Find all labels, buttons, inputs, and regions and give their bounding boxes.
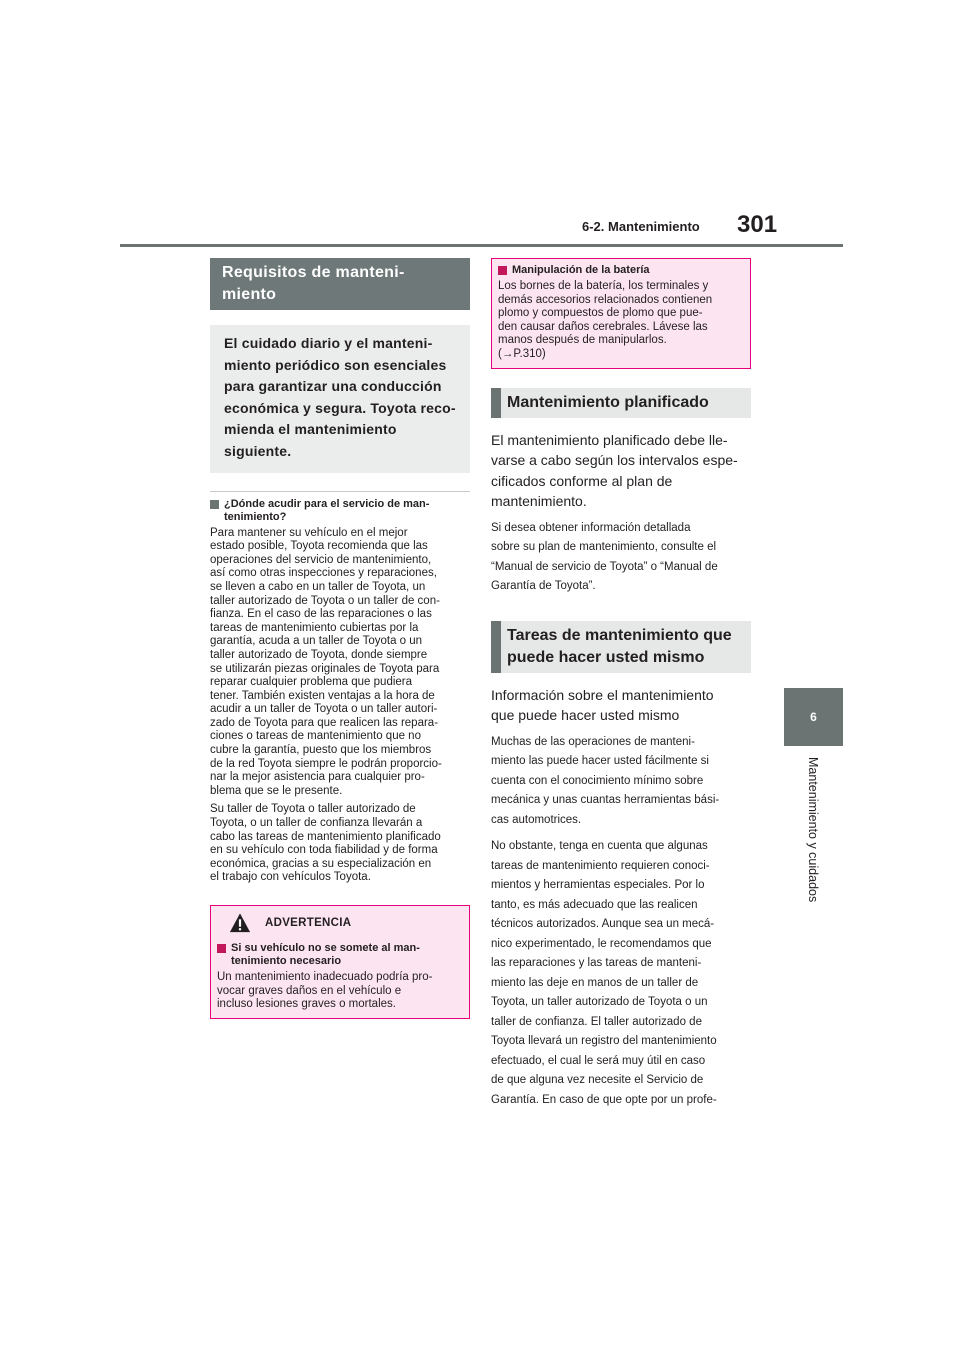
text-line: operaciones del servicio de mantenimiento, (210, 553, 432, 566)
text-line: miento las deje en manos de un taller de (491, 976, 699, 989)
diy-intro (491, 685, 751, 726)
warning-header (211, 906, 469, 940)
question-line: tenimiento? (224, 510, 287, 523)
text-line: de la red Toyota siempre le podrán proporcio- (210, 757, 442, 770)
text-line: taller autorizado de Toyota, donde siempre (210, 648, 428, 661)
text-line: mantenimiento. (491, 493, 587, 510)
diy-paragraph-2 (491, 837, 751, 1110)
battery-title (498, 264, 744, 277)
text-line: Su taller de Toyota o taller autorizado de (210, 803, 416, 816)
text-line: cuenta con el conocimiento mínimo sobre (491, 774, 704, 787)
text-line: manos después de manipularlos. (498, 334, 667, 347)
left-column (210, 258, 470, 1019)
warning-triangle-icon (229, 912, 251, 934)
chapter-label: Mantenimiento y cuidados (806, 757, 820, 903)
text-line: reparar cualquier problema que pudiera (210, 676, 413, 689)
square-bullet-icon (217, 944, 226, 953)
lead-line: miento periódico son esenciales (224, 356, 447, 373)
text-line: mecánica y unas cuantas herramientas bási- (491, 794, 720, 807)
text-line: efectuado, el cual le será muy útil en caso (491, 1054, 706, 1067)
warning-body (211, 940, 469, 1018)
text-line: taller autorizado de Toyota o un taller de con- (210, 594, 440, 607)
text-line: “Manual de servicio de Toyota” o “Manual de (491, 560, 718, 573)
text-line: Para mantener su vehículo en el mejor (210, 526, 408, 539)
text-line: mientos y herramientas especiales. Por lo (491, 879, 705, 892)
section-heading-planificado: Mantenimiento planificado (491, 388, 751, 418)
text-line: acudir a un taller de Toyota o un taller autori- (210, 703, 438, 716)
text-line: se utilizarán piezas originales de Toyota para (210, 662, 440, 675)
text-line: zado de Toyota para que realicen las repara- (210, 716, 439, 729)
text-line: den causar daños cerebrales. Lávese las (498, 320, 708, 333)
divider (210, 491, 470, 492)
question-heading (210, 498, 470, 524)
battery-warning-box (491, 258, 751, 369)
text-line: el trabajo con vehículos Toyota. (210, 871, 371, 884)
text-line: tanto, es más adecuado que las realicen (491, 898, 698, 911)
heading-line: miento (222, 286, 277, 303)
text-line: No obstante, tenga en cuenta que algunas (491, 840, 708, 853)
planned-body (491, 519, 751, 597)
chapter-tab: 6 (784, 688, 843, 746)
text-line: Toyota, un taller autorizado de Toyota o un (491, 996, 708, 1009)
section-heading-requisitos (210, 258, 470, 310)
page-reference: (→P.310) (498, 347, 546, 360)
text-line: Toyota, o un taller de confianza llevarán a (210, 817, 423, 830)
text-line: las reparaciones y las tareas de manteni- (491, 957, 702, 970)
section-heading-tareas (491, 621, 751, 673)
text-line: Si desea obtener información detallada (491, 521, 691, 534)
text-line: cificados conforme al plan de (491, 472, 673, 489)
text-line: se lleven a cabo en un taller de Toyota, un (210, 580, 426, 593)
header-divider (120, 244, 843, 247)
text-line: Información sobre el mantenimiento (491, 686, 714, 703)
text-line: fianza. En el caso de las reparaciones o las (210, 608, 432, 621)
text-line: sobre su plan de mantenimiento, consulte el (491, 541, 717, 554)
text-line: en su vehículo con toda fiabilidad y de forma (210, 844, 438, 857)
text-line: nico experimentado, le recomendamos que (491, 937, 712, 950)
text-line: plomo y compuestos de plomo que pue- (498, 307, 703, 320)
answer-paragraph-1 (210, 527, 470, 799)
lead-line: para garantizar una conducción (224, 378, 442, 395)
text-line: tareas de mantenimiento cubiertas por la (210, 621, 419, 634)
text-line: cabo las tareas de mantenimiento planificado (210, 830, 441, 843)
square-bullet-icon (210, 500, 219, 509)
warning-title (217, 942, 463, 968)
square-bullet-icon (498, 266, 507, 275)
heading-line: puede hacer usted mismo (507, 648, 705, 666)
text-line: Un mantenimiento inadecuado podría pro- (217, 971, 433, 983)
battery-text (498, 280, 744, 362)
lead-line: siguiente. (224, 442, 292, 459)
text-line: que puede hacer usted mismo (491, 707, 680, 724)
text-line: demás accesorios relacionados contienen (498, 293, 713, 306)
lead-line: mienda el mantenimiento (224, 421, 397, 438)
text-line: así como otras inspecciones y reparaciones, (210, 567, 437, 580)
text-line: vocar graves daños en el vehículo e (217, 984, 402, 997)
text-line: tener. También existen ventajas a la hora de (210, 689, 435, 702)
lead-summary (210, 325, 470, 473)
warning-box (210, 905, 470, 1019)
text-line: cubre la garantía, puesto que los miembros (210, 744, 432, 757)
text-line: varse a cabo según los intervalos espe- (491, 452, 738, 469)
text-line: Los bornes de la batería, los terminales y (498, 280, 709, 292)
text-line: taller de confianza. El taller autorizado de (491, 1015, 702, 1028)
warning-label: ADVERTENCIA (265, 917, 352, 929)
warning-text (217, 971, 463, 1012)
text-line: estado posible, Toyota recomienda que las (210, 540, 428, 553)
text-line: económica, gracias a su especialización en (210, 857, 432, 870)
heading-line: Requisitos de manteni- (222, 264, 405, 281)
right-column (491, 258, 751, 1110)
diy-paragraph-1 (491, 733, 751, 831)
text-line: miento las puede hacer usted fácilmente si (491, 755, 709, 768)
lead-line: económica y segura. Toyota reco- (224, 399, 456, 416)
text-line: técnicos autorizados. Aunque sea un mecá- (491, 918, 715, 931)
text-line: incluso lesiones graves o mortales. (217, 998, 396, 1011)
page-number: 301 (737, 211, 778, 238)
heading-line: Tareas de mantenimiento que (507, 626, 732, 644)
text-line: Toyota llevará un registro del mantenimiento (491, 1035, 717, 1048)
lead-line: El cuidado diario y el manteni- (224, 335, 433, 351)
answer-paragraph-2 (210, 803, 470, 885)
text-line: Manipulación de la batería (512, 264, 650, 276)
text-line: garantía, acuda a un taller de Toyota o un (210, 635, 423, 648)
text-line: de que alguna vez necesite el Servicio de (491, 1074, 704, 1087)
text-line: Garantía. En caso de que opte por un profe- (491, 1093, 717, 1106)
text-line: Muchas de las operaciones de manteni- (491, 735, 695, 748)
text-line: Si su vehículo no se somete al man- (231, 942, 420, 954)
text-line: El mantenimiento planificado debe lle- (491, 431, 728, 448)
text-line: tenimiento necesario (231, 955, 342, 967)
planned-intro (491, 430, 751, 512)
question-line: ¿Dónde acudir para el servicio de man- (224, 497, 430, 510)
text-line: Garantía de Toyota”. (491, 580, 596, 593)
section-title: 6-2. Mantenimiento (582, 219, 700, 234)
text-line: cas automotrices. (491, 813, 582, 826)
text-line: nar la mejor asistencia para cualquier pro- (210, 771, 425, 784)
text-line: tareas de mantenimiento requieren conoci- (491, 859, 710, 872)
text-line: ciones o tareas de mantenimiento que no (210, 730, 421, 743)
text-line: blema que se le presente. (210, 784, 343, 797)
